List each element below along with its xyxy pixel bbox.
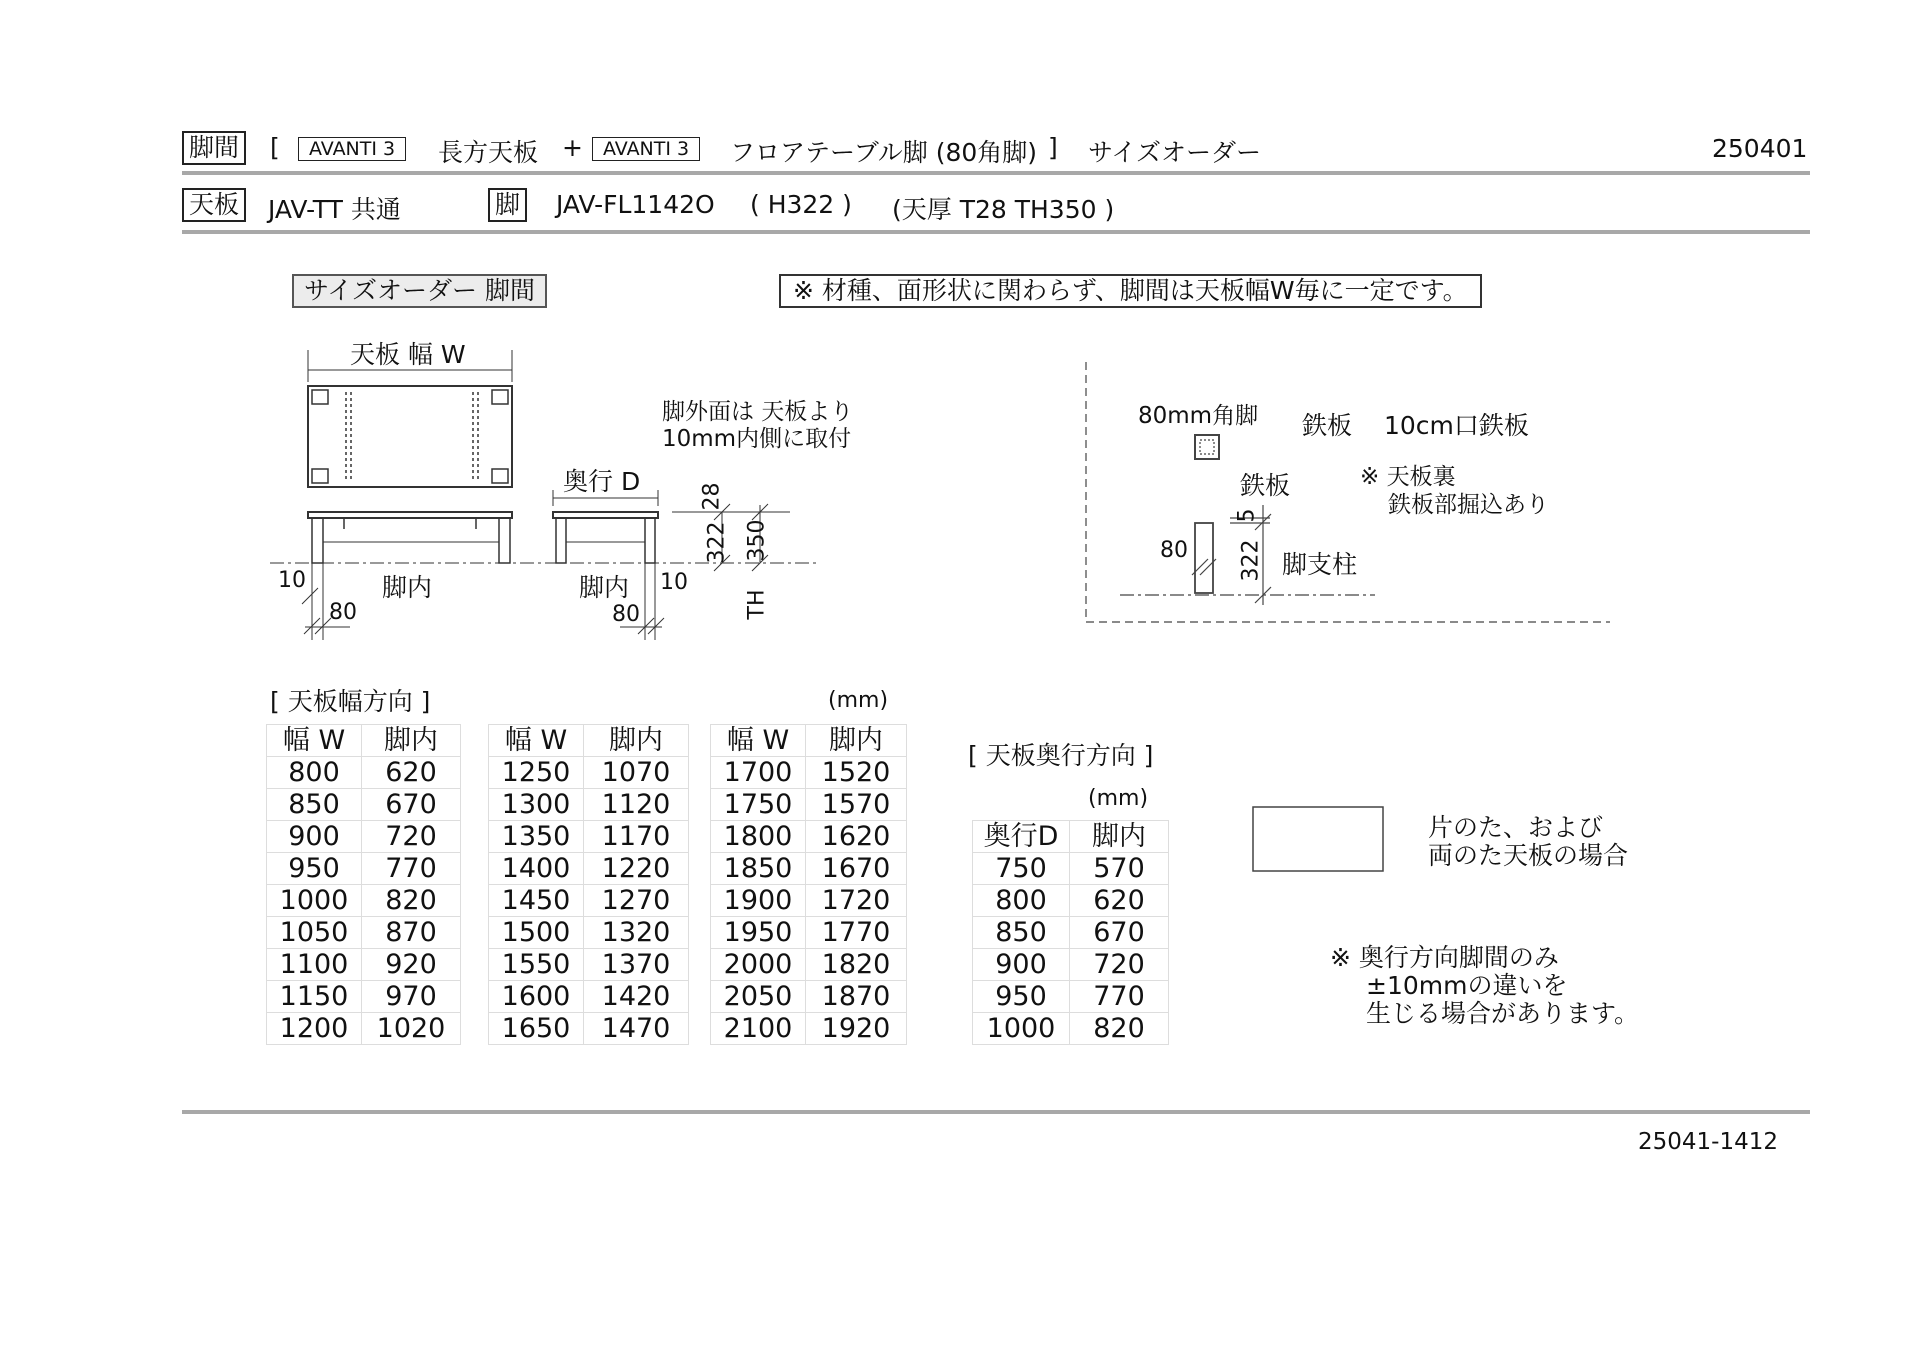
badge-avanti-top: AVANTI 3 <box>298 137 406 161</box>
shape-note-2: 両のた天板の場合 <box>1428 841 1629 870</box>
table-row: 800 620 <box>267 757 461 789</box>
table-row: 1900 1720 <box>711 885 907 917</box>
table-row: 2000 1820 <box>711 949 907 981</box>
label-leg-post: 脚支柱 <box>1282 550 1358 579</box>
top-code: JAV-TT 共通 <box>268 195 401 224</box>
dim-28: 28 <box>699 482 725 511</box>
table-row: 1250 1070 <box>489 757 689 789</box>
table-row: 900 720 <box>973 949 1169 981</box>
inner-label-right: 脚内 <box>579 573 630 602</box>
table-row: 1350 1170 <box>489 821 689 853</box>
label-10cm-plate: 10cm口鉄板 <box>1384 411 1529 440</box>
width-section-unit: (mm) <box>828 688 889 713</box>
depth-table <box>972 820 1169 1045</box>
col-header-inner: 脚内 <box>806 725 907 757</box>
plus-sign: + <box>562 133 583 162</box>
width-table-1 <box>266 724 461 1045</box>
thickness-note: (天厚 T28 TH350 ) <box>892 195 1115 224</box>
table-row: 800 620 <box>973 885 1169 917</box>
col-header-inner: 脚内 <box>1070 821 1169 853</box>
table-row: 1000 820 <box>973 1013 1169 1045</box>
col-header-width: 幅 W <box>267 725 362 757</box>
mount-note-2: 10mm内側に取付 <box>662 426 852 452</box>
divider-bottom <box>182 1110 1810 1114</box>
col-header-width: 幅 W <box>489 725 584 757</box>
table-row: 1500 1320 <box>489 917 689 949</box>
diff-note-2: ±10mmの違いを <box>1366 971 1568 1000</box>
depth-section-unit: (mm) <box>1088 786 1149 811</box>
dim-80-left: 80 <box>329 600 357 625</box>
main-note: ※ 材種、面形状に関わらず、脚間は天板幅W毎に一定です。 <box>779 274 1482 308</box>
note-back-2: 鉄板部掘込あり <box>1388 492 1549 518</box>
table-row: 1050 870 <box>267 917 461 949</box>
table-row: 1400 1220 <box>489 853 689 885</box>
diff-note-3: 生じる場合があります。 <box>1366 999 1640 1028</box>
table-row: 1200 1020 <box>267 1013 461 1045</box>
label-width: 天板 幅 W <box>350 340 466 369</box>
inner-label-left: 脚内 <box>382 573 433 602</box>
header-code: 250401 <box>1712 134 1808 163</box>
table-row: 1850 1670 <box>711 853 907 885</box>
dim-10-right: 10 <box>660 570 688 595</box>
table-row: 950 770 <box>267 853 461 885</box>
label-80mm-leg: 80mm角脚 <box>1138 403 1259 429</box>
dim-350: 350 <box>744 519 770 562</box>
label-depth: 奥行 D <box>563 467 641 496</box>
table-row: 900 720 <box>267 821 461 853</box>
table-row: 2100 1920 <box>711 1013 907 1045</box>
table-row: 1650 1470 <box>489 1013 689 1045</box>
size-order-title: サイズオーダー 脚間 <box>292 274 547 308</box>
size-order-label: サイズオーダー <box>1088 138 1262 167</box>
depth-section-title: [ 天板奥行方向 ] <box>968 741 1154 770</box>
col-header-inner: 脚内 <box>584 725 689 757</box>
label-iron-plate: 鉄板 <box>1302 411 1353 440</box>
table-row: 1150 970 <box>267 981 461 1013</box>
shape-note-1: 片のた、および <box>1428 813 1604 842</box>
table-row: 1550 1370 <box>489 949 689 981</box>
col-header-inner: 脚内 <box>362 725 461 757</box>
table-row: 1700 1520 <box>711 757 907 789</box>
bracket-open: [ <box>270 133 280 162</box>
table-row: 1950 1770 <box>711 917 907 949</box>
col-header-width: 幅 W <box>711 725 806 757</box>
label-iron-plate-2: 鉄板 <box>1240 471 1291 500</box>
table-row: 1800 1620 <box>711 821 907 853</box>
dim-10-left: 10 <box>278 568 306 593</box>
doc-number: 25041-1412 <box>1638 1129 1778 1155</box>
dim-5: 5 <box>1234 508 1260 523</box>
width-table-3 <box>710 724 907 1045</box>
leg-code: JAV-FL1142O <box>556 190 715 219</box>
tag-leg: 脚 <box>488 188 527 222</box>
dim-80-right: 80 <box>612 602 640 627</box>
table-row: 1100 920 <box>267 949 461 981</box>
width-table-2 <box>488 724 689 1045</box>
note-back-1: ※ 天板裏 <box>1360 464 1456 490</box>
table-row: 1000 820 <box>267 885 461 917</box>
col-header-depth: 奥行D <box>973 821 1070 853</box>
table-row: 950 770 <box>973 981 1169 1013</box>
leg-height: ( H322 ) <box>750 190 852 219</box>
top-type: 長方天板 <box>438 138 539 167</box>
table-row: 2050 1870 <box>711 981 907 1013</box>
leg-type: フロアテーブル脚 (80角脚) <box>730 138 1038 167</box>
badge-avanti-leg: AVANTI 3 <box>592 137 700 161</box>
table-row: 1300 1120 <box>489 789 689 821</box>
dim-322: 322 <box>704 521 730 564</box>
tag-tabletop: 天板 <box>182 188 246 222</box>
tag-leg-spacing: 脚間 <box>182 131 246 165</box>
dim-th: TH <box>744 589 770 620</box>
table-row: 750 570 <box>973 853 1169 885</box>
diff-note-1: ※ 奥行方向脚間のみ <box>1330 943 1559 972</box>
dim-322-detail: 322 <box>1238 539 1264 582</box>
table-row: 850 670 <box>267 789 461 821</box>
table-row: 850 670 <box>973 917 1169 949</box>
mount-note-1: 脚外面は 天板より <box>662 399 854 425</box>
bracket-close: ] <box>1048 133 1058 162</box>
dim-80-detail: 80 <box>1160 538 1188 563</box>
table-row: 1750 1570 <box>711 789 907 821</box>
table-row: 1450 1270 <box>489 885 689 917</box>
table-row: 1600 1420 <box>489 981 689 1013</box>
width-section-title: [ 天板幅方向 ] <box>270 687 431 716</box>
